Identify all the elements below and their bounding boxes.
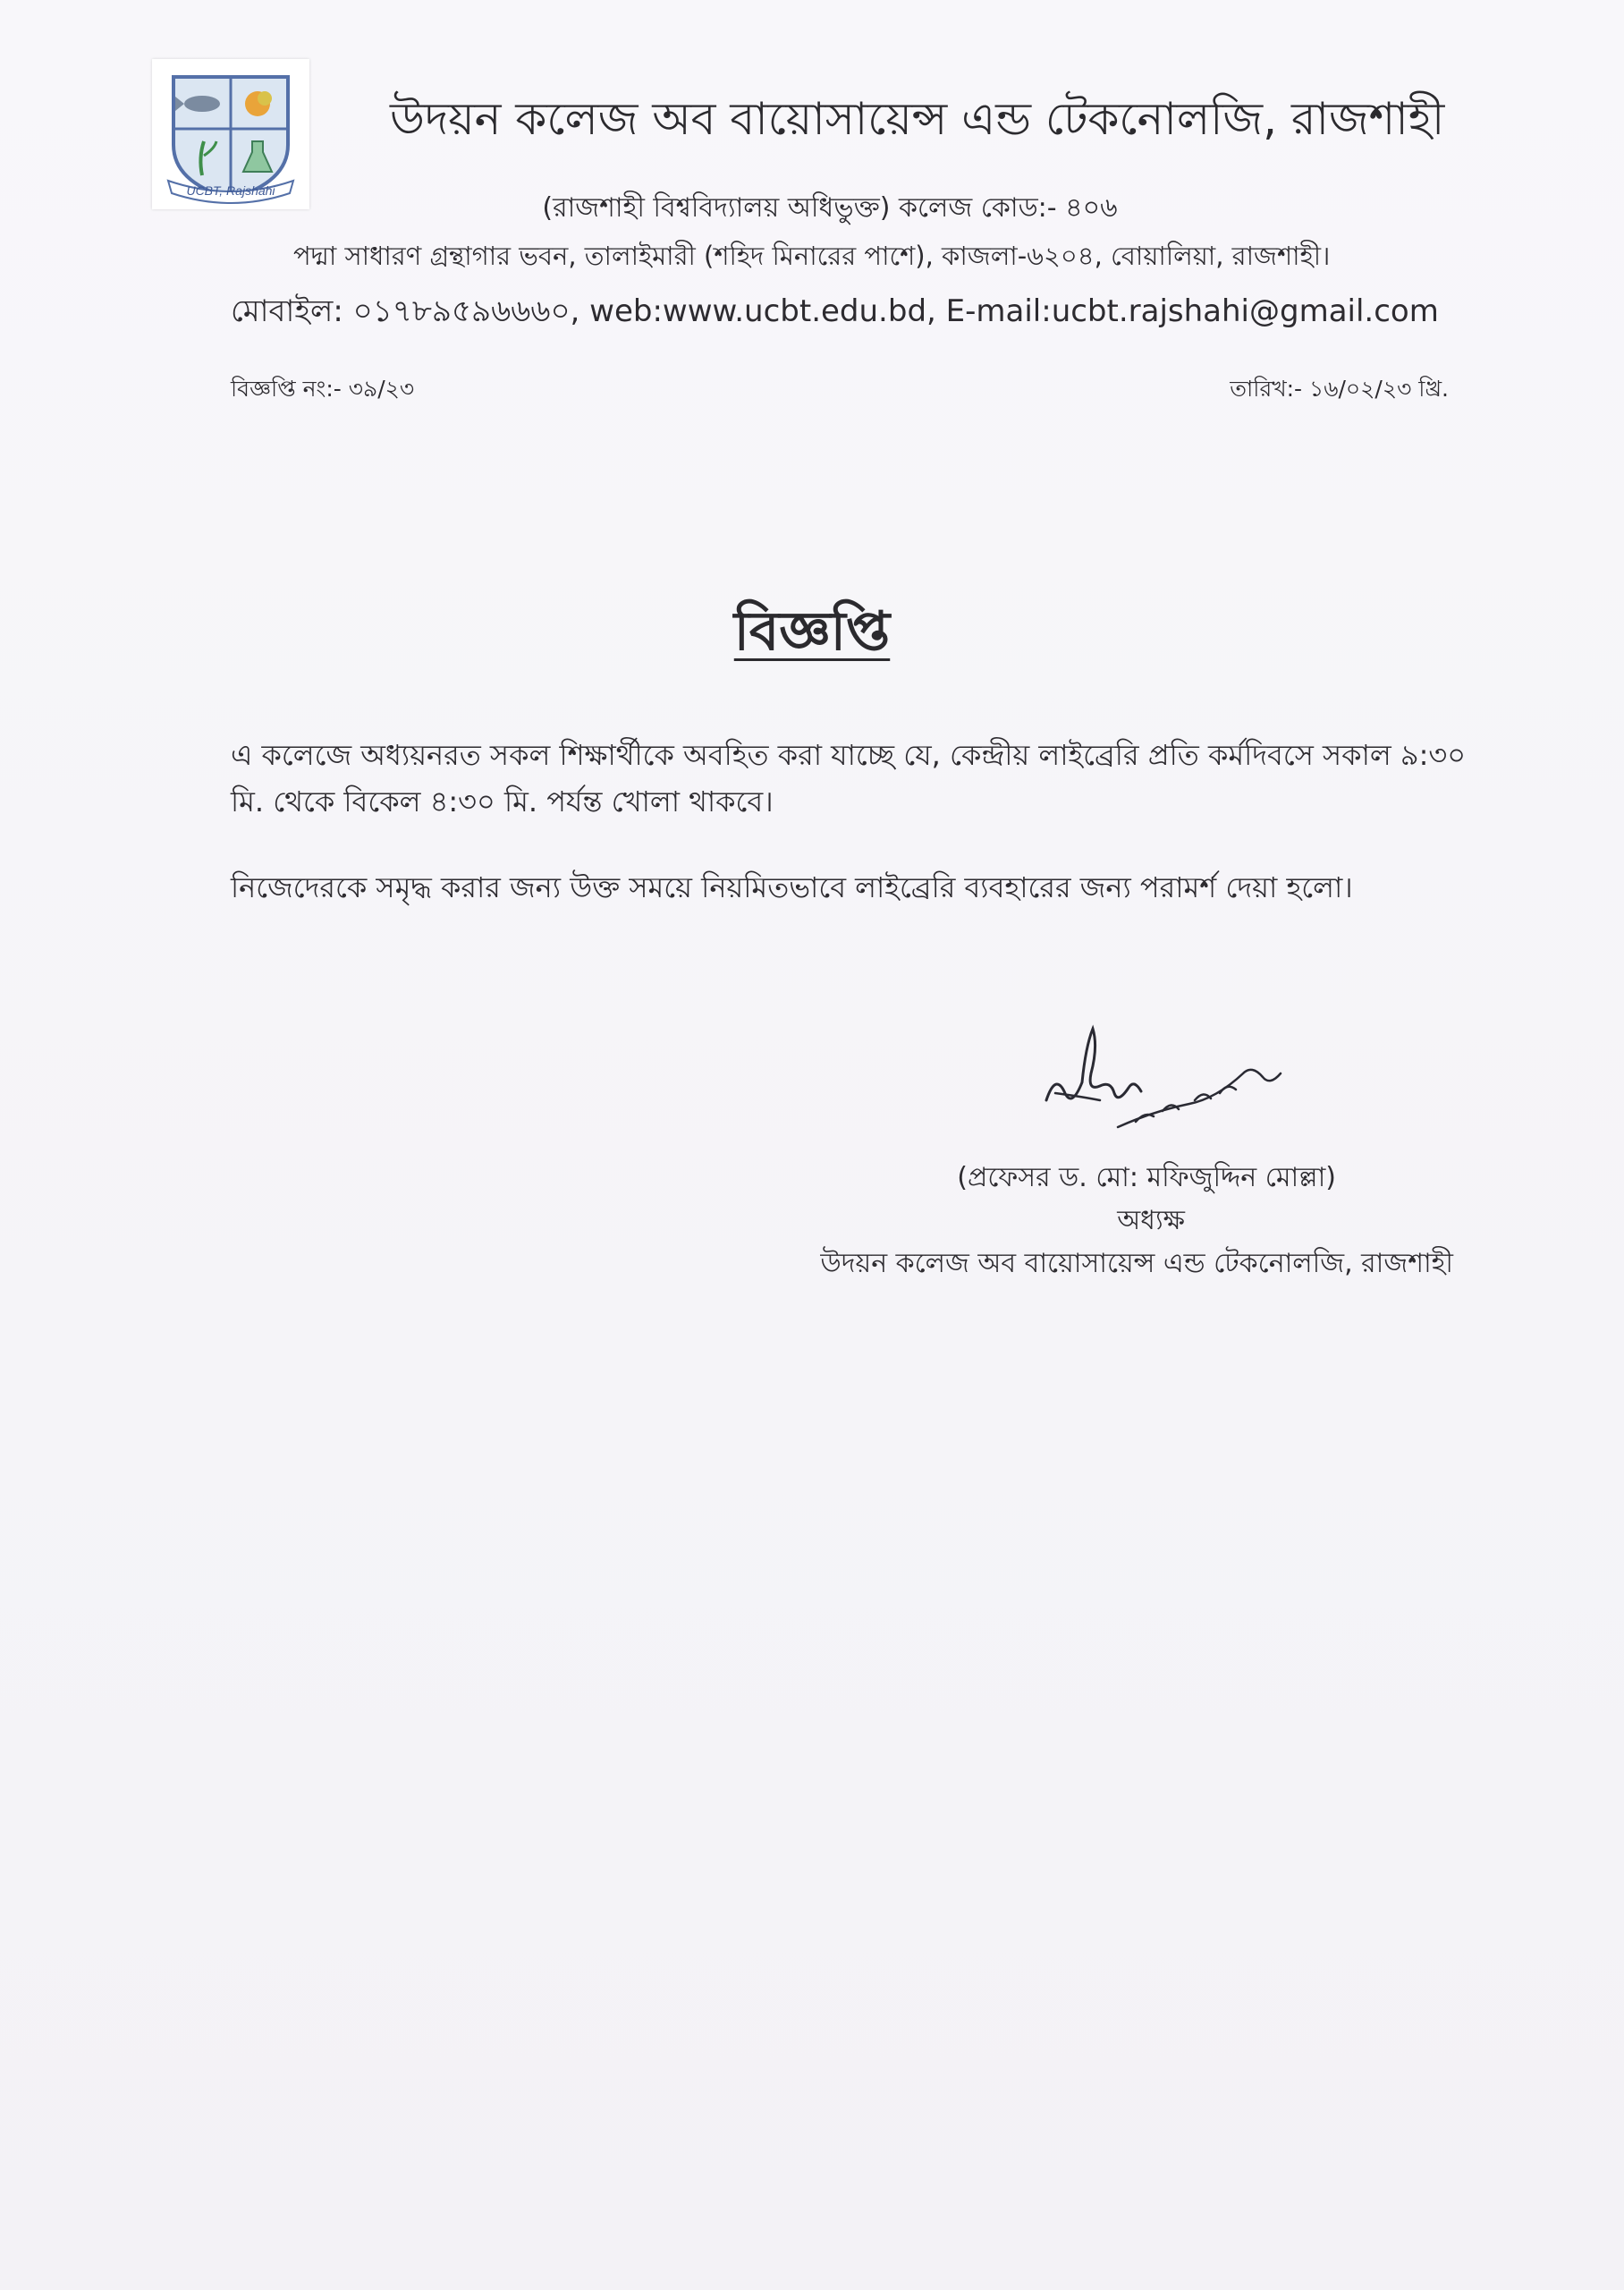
affiliation-line: (রাজশাহী বিশ্ববিদ্যালয় অধিভুক্ত) কলেজ কোড:- ৪০৬: [542, 192, 1118, 224]
handwritten-signature: [1028, 1011, 1297, 1145]
notice-paragraph-2: নিজেদেরকে সমৃদ্ধ করার জন্য উক্ত সময়ে নিয়মিতভাবে লাইব্রেরি ব্যবহারের জন্য পরামর্শ দেয়া হলো।: [231, 870, 1353, 904]
contact-line: মোবাইল: ০১৭৮৯৫৯৬৬৬০, web:www.ucbt.edu.bd, E-mail:ucbt.rajshahi@gmail.com: [231, 293, 1439, 329]
address-line: পদ্মা সাধারণ গ্রন্থাগার ভবন, তালাইমারী (শহিদ মিনারের পাশে), কাজলা-৬২০৪, বোয়ালিয়া, রাজশাহী।: [293, 241, 1331, 271]
signatory-institution: উদয়ন কলেজ অব বায়োসায়েন্স এন্ড টেকনোলজি, রাজশাহী: [820, 1248, 1453, 1279]
notice-paragraph-1: এ কলেজে অধ্যয়নরত সকল শিক্ষার্থীকে অবহিত করা যাচ্ছে যে, কেন্দ্রীয় লাইব্রেরি প্রতি কর্মদিবসে সকাল ৯:৩০ মি. থেকে বিকেল ৪:৩০ মি. পর্যন্ত খোলা থাকবে।: [231, 738, 1467, 818]
issue-date: তারিখ:- ১৬/০২/২৩ খ্রি.: [1230, 376, 1449, 402]
signatory-name: (প্রফেসর ড. মো: মফিজুদ্দিন মোল্লা): [957, 1162, 1336, 1193]
svg-text:UCBT, Rajshahi: UCBT, Rajshahi: [186, 183, 275, 198]
notice-heading: [0, 590, 1624, 680]
notice-heading-text: বিজ্ঞপ্তি: [733, 600, 891, 663]
signatory-designation: অধ্যক্ষ: [1117, 1205, 1185, 1236]
memo-number: বিজ্ঞপ্তি নং:- ৩৯/২৩: [231, 376, 415, 402]
college-title: উদয়ন কলেজ অব বায়োসায়েন্স এন্ড টেকনোলজি, রাজশাহী: [390, 93, 1445, 145]
